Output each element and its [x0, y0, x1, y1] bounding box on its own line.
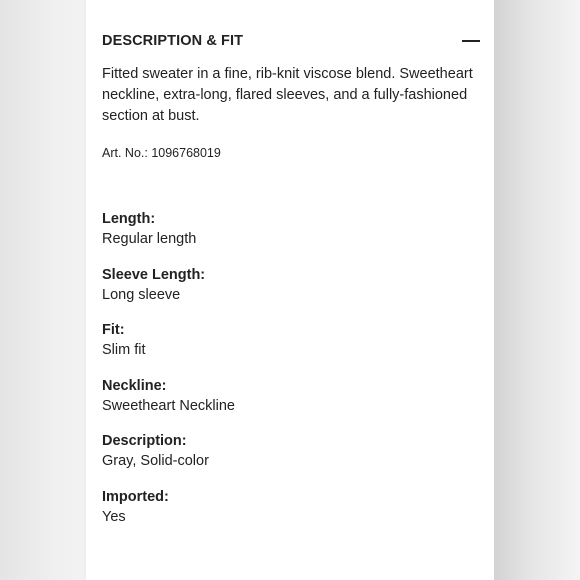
spec-value: Gray, Solid-color [102, 453, 209, 469]
spec-label: Imported: [102, 488, 169, 505]
spec-value: Sweetheart Neckline [102, 397, 235, 414]
spec-value: Slim fit [102, 342, 146, 358]
spec-list [102, 210, 482, 543]
spec-value: Regular length [102, 231, 197, 247]
minus-icon[interactable] [462, 32, 480, 50]
spec-item-sleeve-length [102, 266, 482, 322]
right-background [494, 0, 580, 580]
spec-label: Length: [102, 211, 156, 227]
spec-label: Description: [102, 433, 187, 449]
spec-value: Long sleeve [102, 286, 181, 303]
left-background [0, 0, 86, 580]
product-description: Fitted sweater in a fine, rib-knit viscose blend. Sweetheart neckline, extra-long, flared sleeves, and a fully-fashioned section at bust. [102, 66, 473, 124]
section-title: DESCRIPTION & FIT [102, 33, 244, 49]
product-details-panel [86, 0, 494, 580]
spec-item-length [102, 210, 482, 266]
spec-item-imported [102, 488, 482, 544]
spec-item-neckline [102, 377, 482, 433]
spec-item-description [102, 432, 482, 488]
spec-value: Yes [102, 508, 126, 525]
article-number: Art. No.: 1096768019 [102, 146, 221, 160]
spec-label: Fit: [102, 322, 125, 338]
spec-label: Neckline: [102, 377, 167, 394]
spec-item-fit [102, 321, 482, 377]
description-fit-accordion-header[interactable] [102, 30, 480, 52]
spec-label: Sleeve Length: [102, 266, 206, 283]
